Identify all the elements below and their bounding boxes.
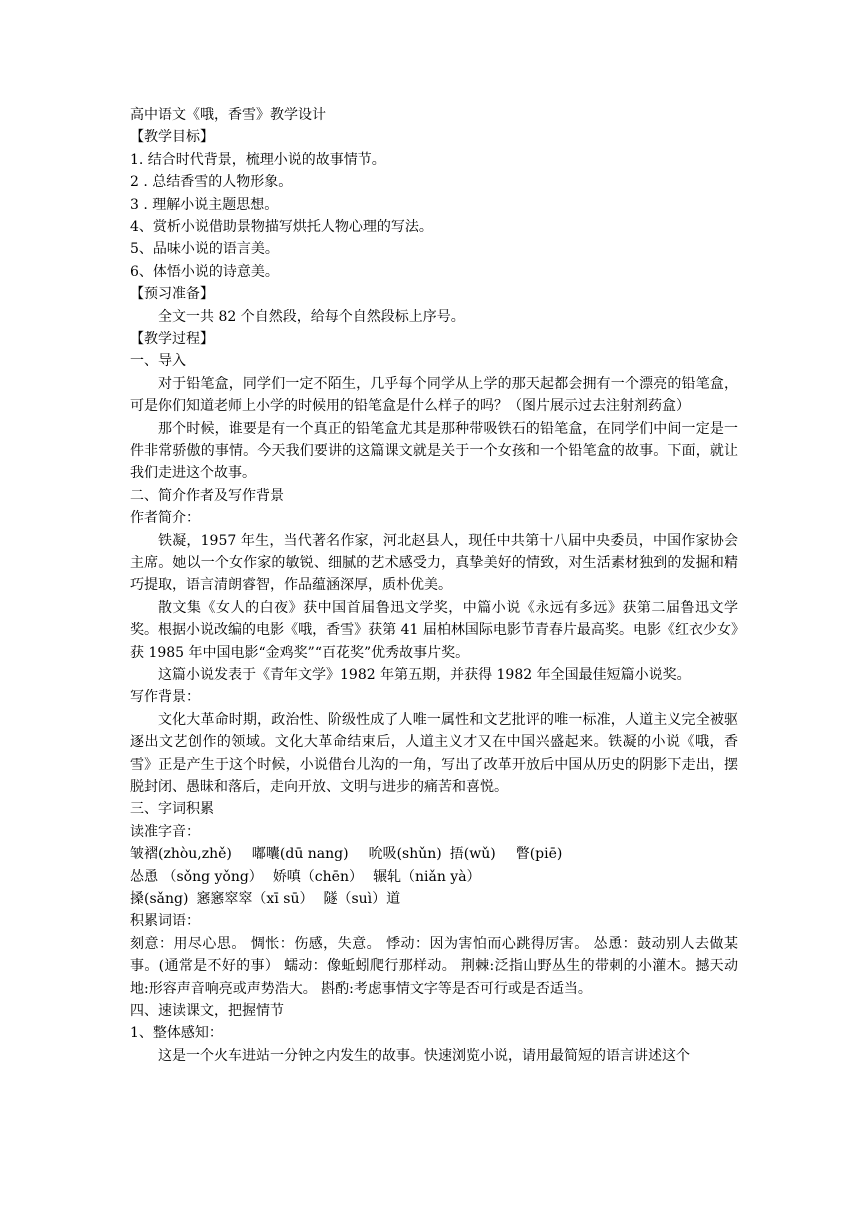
author-paragraph-3: 这篇小说发表于《青年文学》1982 年第五期，并获得 1982 年全国最佳短篇小说奖。 bbox=[158, 666, 691, 683]
pronunciation-item: 隧（suì）道 bbox=[323, 890, 401, 907]
heading-reading: 四、速读课文，把握情节 bbox=[130, 1002, 284, 1019]
vocabulary-label: 积累词语： bbox=[130, 913, 200, 930]
document-page bbox=[130, 104, 738, 1067]
pronunciation-item: 辗轧（niǎn yà） bbox=[372, 868, 481, 885]
goal-item: 4、赏析小说借助景物描写烘托人物心理的写法。 bbox=[130, 218, 433, 235]
author-label: 作者简介： bbox=[130, 510, 200, 527]
goal-item: 3 . 理解小说主题思想。 bbox=[130, 196, 279, 213]
section-heading-goals: 【教学目标】 bbox=[130, 129, 214, 146]
background-label: 写作背景： bbox=[130, 689, 200, 706]
vocabulary-paragraph: 刻意：用尽心思。 惆怅：伤感，失意。 悸动：因为害怕而心跳得厉害。 怂恿：鼓动别人去做某事。(通常是不好的事） 蠕动：像蚯蚓爬行那样动。 荆棘:泛指山野丛生的带刺的小灌木。撼天动地:形容声音响亮或声势浩大。 斟酌:考虑事情文字等是否可行或是否适当。 bbox=[130, 935, 738, 997]
heading-words: 三、字词积累 bbox=[130, 801, 214, 818]
section-heading-prep: 【预习准备】 bbox=[130, 286, 214, 303]
pronunciation-item: 捂(wǔ) bbox=[449, 846, 496, 863]
prep-paragraph: 全文一共 82 个自然段，给每个自然段标上序号。 bbox=[158, 308, 465, 325]
pronunciation-row-3 bbox=[130, 888, 738, 910]
heading-intro: 一、导入 bbox=[130, 353, 186, 370]
document-title: 高中语文《哦，香雪》教学设计 bbox=[130, 107, 326, 123]
author-paragraph-2: 散文集《女人的白夜》获中国首届鲁迅文学奖，中篇小说《永远有多远》获第二届鲁迅文学奖。根据小说改编的电影《哦，香雪》获第 41 届柏林国际电影节青春片最高奖。电影《红衣少女》获 1985 年中国电影“金鸡奖”“百花奖”优秀故事片奖。 bbox=[130, 599, 738, 661]
pronunciation-item: 怂恿 （sǒng yǒng） bbox=[130, 868, 263, 885]
reading-paragraph: 这是一个火车进站一分钟之内发生的故事。快速浏览小说，请用最简短的语言讲述这个 bbox=[158, 1047, 690, 1064]
goal-item: 2 . 总结香雪的人物形象。 bbox=[130, 174, 293, 191]
author-paragraph-1: 铁凝，1957 年生，当代著名作家，河北赵县人，现任中共第十八届中央委员，中国作家协会主席。她以一个女作家的敏锐、细腻的艺术感受力，真挚美好的情致，对生活素材独到的发掘和精巧提取，语言清朗睿智，作品蕴涵深厚，质朴优美。 bbox=[130, 532, 738, 594]
intro-paragraph-1: 对于铅笔盒，同学们一定不陌生，几乎每个同学从上学的那天起都会拥有一个漂亮的铅笔盒，可是你们知道老师上小学的时候用的铅笔盒是什么样子的吗？（图片展示过去注射剂药盒） bbox=[130, 375, 738, 415]
pronunciation-item: 吮吸(shǔn) bbox=[368, 846, 442, 863]
pronunciation-row-1 bbox=[130, 843, 738, 865]
section-heading-process: 【教学过程】 bbox=[130, 330, 214, 347]
goal-item: 6、体悟小说的诗意美。 bbox=[130, 263, 279, 280]
intro-paragraph-2: 那个时候，谁要是有一个真正的铅笔盒尤其是那种带吸铁石的铅笔盒，在同学们中间一定是一件非常骄傲的事情。今天我们要讲的这篇课文就是关于一个女孩和一个铅笔盒的故事。下面，就让我们走进这个故事。 bbox=[130, 420, 738, 482]
pronunciation-row-2 bbox=[130, 866, 738, 888]
pronunciation-label: 读准字音： bbox=[130, 823, 200, 840]
pronunciation-item: 皱褶(zhòu,zhě) bbox=[130, 846, 232, 863]
goal-item: 5、品味小说的语言美。 bbox=[130, 241, 279, 258]
pronunciation-item: 嘟囔(dū nang) bbox=[251, 846, 349, 863]
pronunciation-item: 娇嗔（chēn） bbox=[272, 868, 363, 885]
pronunciation-item: 搡(sǎng) bbox=[130, 890, 189, 907]
goal-item: 1. 结合时代背景，梳理小说的故事情节。 bbox=[130, 151, 386, 168]
pronunciation-item: 瞥(piē) bbox=[515, 846, 563, 863]
background-paragraph: 文化大革命时期，政治性、阶级性成了人唯一属性和文艺批评的唯一标准，人道主义完全被驱逐出文艺创作的领域。文化大革命结束后，人道主义才又在中国兴盛起来。铁凝的小说《哦，香雪》正是产生于这个时候，小说借台儿沟的一角，写出了改革开放后中国从历史的阴影下走出，摆脱封闭、愚昧和落后，走向开放、文明与进步的痛苦和喜悦。 bbox=[130, 711, 738, 795]
pronunciation-item: 窸窸窣窣（xī sū） bbox=[196, 890, 314, 907]
heading-author: 二、简介作者及写作背景 bbox=[130, 487, 284, 504]
reading-label: 1、整体感知： bbox=[130, 1025, 223, 1042]
